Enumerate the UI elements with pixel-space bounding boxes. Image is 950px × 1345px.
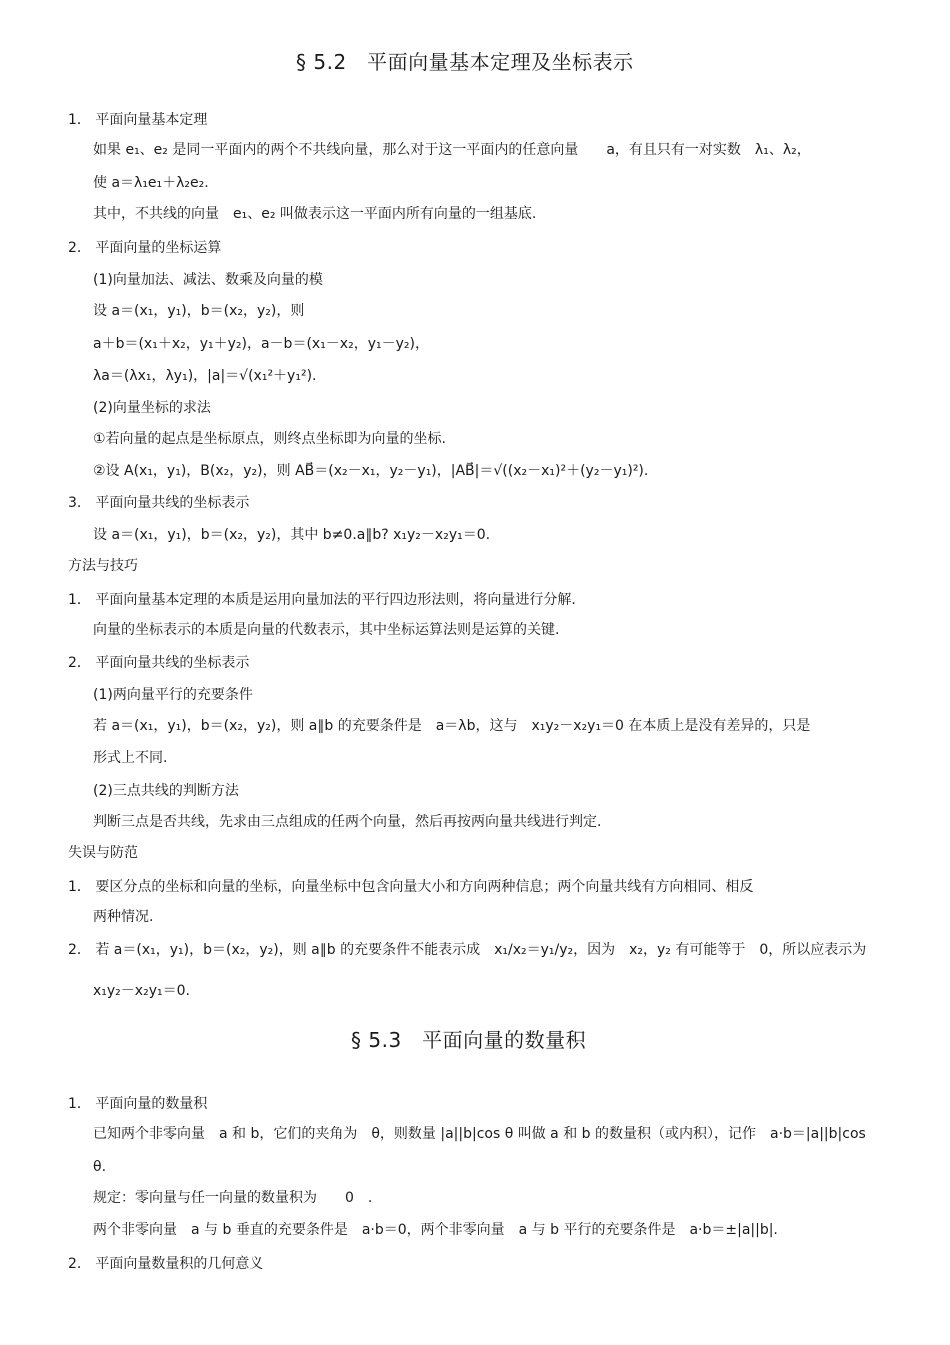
mistake-1: 1． 要区分点的坐标和向量的坐标，向量坐标中包含向量大小和方向两种信息；两个向量共线有方向相同、相反 <box>68 879 754 895</box>
heading-methods-tips: 方法与技巧 <box>68 558 138 574</box>
dot-product-definition-cont: θ. <box>93 1159 107 1175</box>
tip-2-parallel: 若 a＝(x₁，y₁)，b＝(x₂，y₂)，则 a∥b 的充要条件是 a＝λb，这与 x₁y₂－x₂y₁＝0 在本质上是没有差异的，只是 <box>93 718 811 734</box>
scalar-modulus-formula: λa＝(λx₁，λy₁)，|a|＝√(x₁²＋y₁²). <box>93 368 317 384</box>
ab-vector-formula: ②设 A(x₁，y₁)，B(x₂，y₂)，则 AB⃗＝(x₂－x₁，y₂－y₁)，|AB⃗|＝√((x₂－x₁)²＋(y₂－y₁)²). <box>93 463 649 479</box>
mistake-2-cont: x₁y₂－x₂y₁＝0. <box>93 983 190 999</box>
subheading-operations: (1)向量加法、减法、数乘及向量的模 <box>93 272 323 288</box>
collinear-condition: 设 a＝(x₁，y₁)，b＝(x₂，y₂)，其中 b≠0.a∥b? x₁y₂－x₂y₁＝0. <box>93 527 491 543</box>
tip-2-parallel-cont: 形式上不同. <box>93 750 168 766</box>
theorem-formula: 使 a＝λ₁e₁＋λ₂e₂. <box>93 175 209 191</box>
mistake-2: 2． 若 a＝(x₁，y₁)，b＝(x₂，y₂)，则 a∥b 的充要条件不能表示成 x₁/x₂＝y₁/y₂，因为 x₂，y₂ 有可能等于 0，所以应表示为 <box>68 942 867 958</box>
zero-vector-rule: 规定：零向量与任一向量的数量积为 0 . <box>93 1190 373 1206</box>
tip-2-sub2: (2)三点共线的判断方法 <box>93 783 239 799</box>
tip-1: 1． 平面向量基本定理的本质是运用向量加法的平行四边形法则，将向量进行分解. <box>68 592 576 608</box>
tip-2-sub1: (1)两向量平行的充要条件 <box>93 687 253 703</box>
section-title-5-3: § 5.3 平面向量的数量积 <box>351 1028 587 1052</box>
tip-2-three-points: 判断三点是否共线，先求由三点组成的任两个向量，然后再按两向量共线进行判定. <box>93 814 602 830</box>
tip-2: 2． 平面向量共线的坐标表示 <box>68 655 250 671</box>
heading-coordinate-operations: 2． 平面向量的坐标运算 <box>68 240 222 256</box>
dot-product-definition: 已知两个非零向量 a 和 b，它们的夹角为 θ，则数量 |a||b|cos θ 叫做 a 和 b 的数量积（或内积），记作 a·b＝|a||b|cos <box>93 1126 866 1142</box>
origin-rule: ①若向量的起点是坐标原点，则终点坐标即为向量的坐标. <box>93 431 446 447</box>
sum-difference-formula: a＋b＝(x₁＋x₂，y₁＋y₂)，a－b＝(x₁－x₂，y₁－y₂)， <box>93 336 429 352</box>
heading-collinear-coordinates: 3． 平面向量共线的坐标表示 <box>68 495 250 511</box>
heading-geometric-meaning: 2． 平面向量数量积的几何意义 <box>68 1256 264 1272</box>
heading-mistakes: 失误与防范 <box>68 845 138 861</box>
basis-definition: 其中，不共线的向量 e₁、e₂ 叫做表示这一平面内所有向量的一组基底. <box>93 206 537 222</box>
theorem-statement: 如果 e₁、e₂ 是同一平面内的两个不共线向量，那么对于这一平面内的任意向量 a，有且只有一对实数 λ₁、λ₂， <box>93 142 811 158</box>
heading-basic-theorem: 1． 平面向量基本定理 <box>68 112 208 128</box>
heading-dot-product: 1． 平面向量的数量积 <box>68 1096 208 1112</box>
let-a-b: 设 a＝(x₁，y₁)，b＝(x₂，y₂)，则 <box>93 303 305 319</box>
mistake-1-cont: 两种情况. <box>93 909 154 925</box>
perpendicular-parallel-conditions: 两个非零向量 a 与 b 垂直的充要条件是 a·b＝0，两个非零向量 a 与 b 平行的充要条件是 a·b＝±|a||b|. <box>93 1222 778 1238</box>
subheading-coordinate-method: (2)向量坐标的求法 <box>93 400 211 416</box>
section-title-5-2: § 5.2 平面向量基本定理及坐标表示 <box>296 50 634 74</box>
tip-1-cont: 向量的坐标表示的本质是向量的代数表示，其中坐标运算法则是运算的关键. <box>93 622 560 638</box>
